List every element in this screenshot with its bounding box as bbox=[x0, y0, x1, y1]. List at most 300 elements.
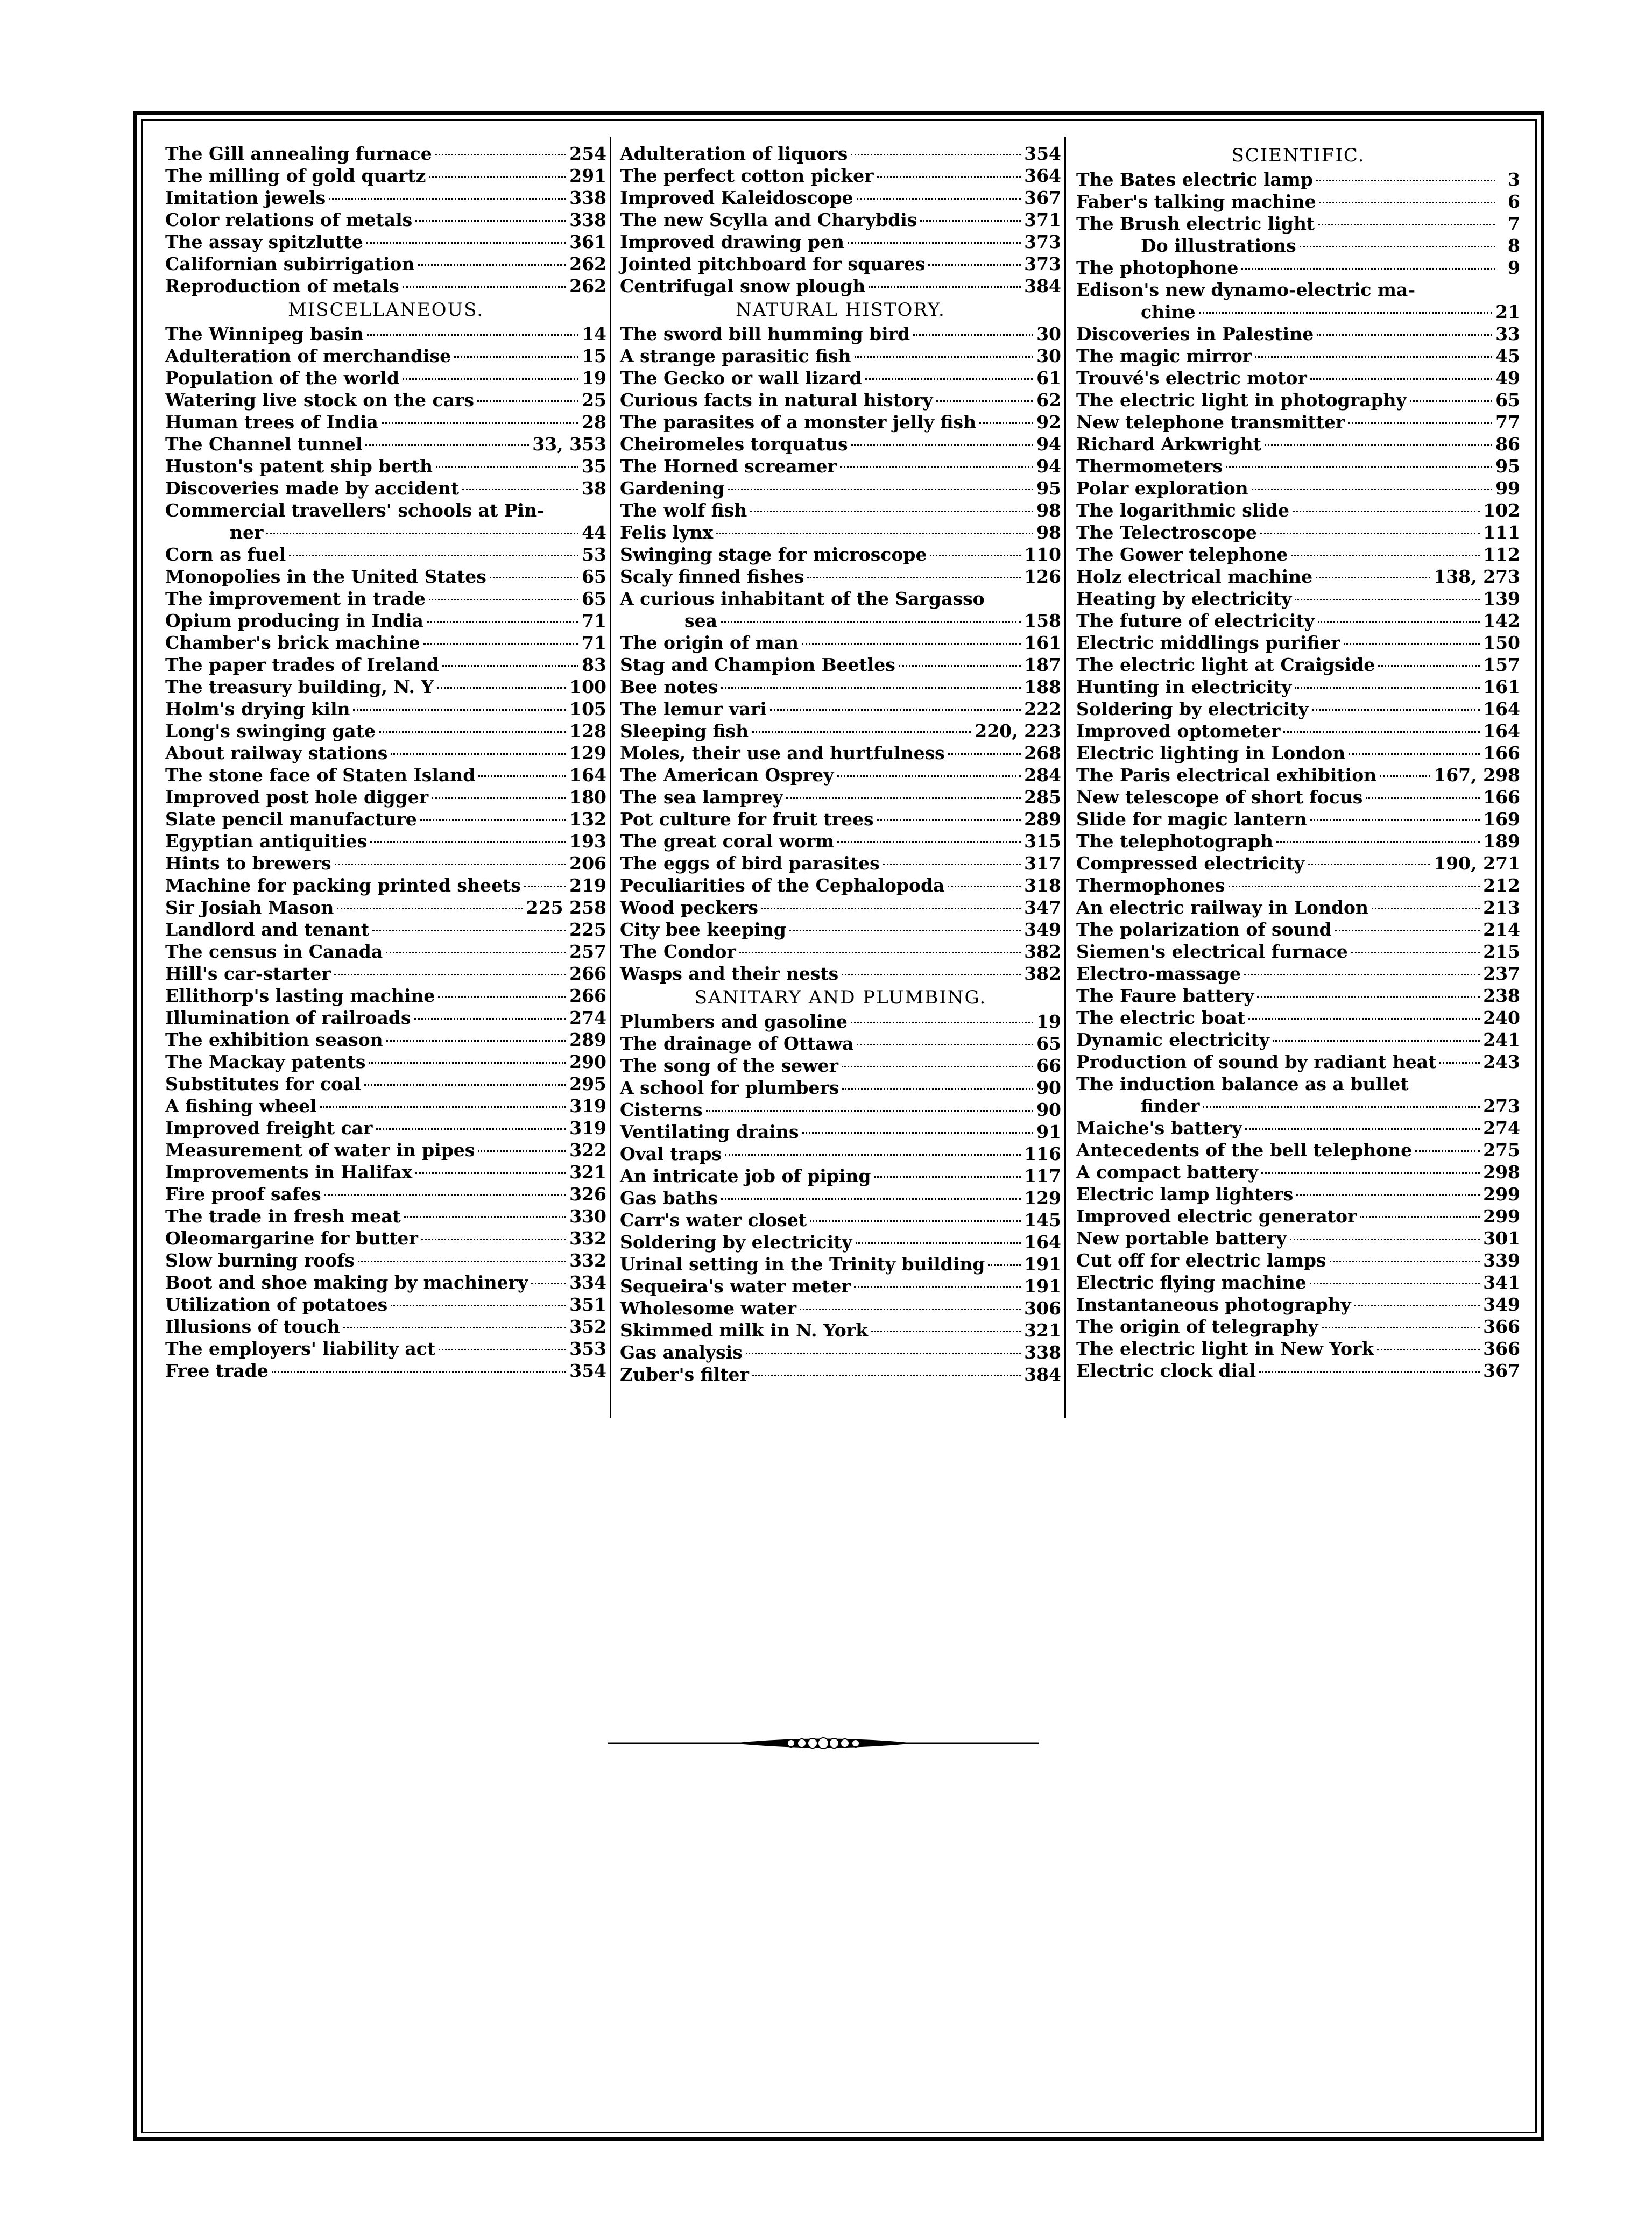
dot-leader bbox=[1261, 1172, 1480, 1174]
entry-page-number: 164 bbox=[1024, 1232, 1061, 1253]
index-entry bbox=[620, 698, 1061, 720]
entry-page-number: 187 bbox=[1024, 654, 1061, 675]
dot-leader bbox=[382, 422, 578, 424]
entry-page-number: 284 bbox=[1024, 765, 1061, 786]
dot-leader bbox=[1316, 180, 1495, 181]
entry-title: Monopolies in the United States bbox=[165, 566, 486, 587]
entry-title: Antecedents of the bell telephone bbox=[1076, 1140, 1413, 1161]
entry-page-number: 262 bbox=[569, 275, 606, 296]
entry-page-number: 222 bbox=[1024, 698, 1061, 719]
entry-page-number: 315 bbox=[1024, 831, 1061, 852]
index-entry bbox=[620, 455, 1061, 477]
entry-page-number: 321 bbox=[1024, 1320, 1061, 1341]
dot-leader bbox=[728, 489, 1033, 490]
entry-page-number: 110 bbox=[1024, 544, 1061, 565]
index-entry bbox=[165, 1338, 606, 1360]
entry-title: Scaly finned fishes bbox=[620, 566, 804, 587]
entry-page-number: 291 bbox=[569, 165, 606, 186]
entry-page-number: 100 bbox=[569, 676, 606, 697]
entry-title: Skimmed milk in N. York bbox=[620, 1320, 868, 1341]
dot-leader bbox=[1295, 687, 1480, 689]
index-entry bbox=[620, 1143, 1061, 1165]
dot-leader bbox=[454, 356, 578, 358]
index-entry bbox=[1076, 1271, 1520, 1293]
dot-leader bbox=[800, 1309, 1021, 1310]
index-entry bbox=[165, 985, 606, 1007]
entry-title: The improvement in trade bbox=[165, 588, 426, 609]
entry-page-number: 98 bbox=[1036, 500, 1061, 521]
entry-title: Richard Arkwright bbox=[1076, 434, 1261, 455]
entry-title: Cut off for electric lamps bbox=[1076, 1250, 1326, 1271]
index-entry bbox=[1076, 654, 1520, 676]
entry-title: Thermometers bbox=[1076, 456, 1223, 477]
dot-leader bbox=[343, 1327, 566, 1328]
entry-title: Urinal setting in the Trinity building bbox=[620, 1254, 985, 1275]
entry-title: The electric light in New York bbox=[1076, 1338, 1374, 1359]
entry-title: Gas baths bbox=[620, 1187, 718, 1208]
index-entry bbox=[620, 1187, 1061, 1209]
entry-title: Boot and shoe making by machinery bbox=[165, 1272, 528, 1293]
entry-page-number: 180 bbox=[569, 787, 606, 808]
index-entry bbox=[165, 1095, 606, 1117]
entry-page-number: 214 bbox=[1483, 919, 1520, 940]
entry-title: Zuber's filter bbox=[620, 1364, 749, 1385]
entry-page-number: 8 bbox=[1508, 235, 1520, 256]
dot-leader bbox=[721, 1198, 1021, 1200]
entry-page-number: 138, 273 bbox=[1434, 566, 1520, 587]
index-entry bbox=[1076, 1183, 1520, 1205]
index-entry bbox=[1076, 323, 1520, 345]
entry-page-number: 142 bbox=[1483, 610, 1520, 631]
entry-title: Discoveries made by accident bbox=[165, 478, 459, 499]
entry-page-number: 6 bbox=[1508, 191, 1520, 212]
entry-title: Holm's drying kiln bbox=[165, 698, 350, 719]
index-entry bbox=[620, 1209, 1061, 1231]
dot-leader bbox=[1260, 533, 1480, 534]
entry-title: The eggs of bird parasites bbox=[620, 853, 880, 874]
entry-page-number: 99 bbox=[1495, 478, 1520, 499]
dot-leader bbox=[1291, 555, 1480, 556]
entry-title: Edison's new dynamo-electric ma- bbox=[1076, 279, 1416, 300]
index-entry bbox=[165, 1051, 606, 1073]
entry-title: The photophone bbox=[1076, 257, 1239, 278]
entry-page-number: 62 bbox=[1036, 390, 1061, 411]
index-entry bbox=[620, 1297, 1061, 1319]
entry-title: The Bates electric lamp bbox=[1076, 169, 1313, 190]
section-heading-scientific: SCIENTIFIC. bbox=[1231, 145, 1365, 166]
entry-title: Ellithorp's lasting machine bbox=[165, 985, 435, 1006]
entry-title: The polarization of sound bbox=[1076, 919, 1332, 940]
index-entry bbox=[1076, 279, 1520, 301]
entry-title: The electric light at Craigside bbox=[1076, 654, 1375, 675]
index-entry bbox=[165, 433, 606, 455]
entry-page-number: 275 bbox=[1483, 1140, 1520, 1161]
entry-title: The Horned screamer bbox=[620, 456, 837, 477]
entry-page-number: 169 bbox=[1483, 809, 1520, 830]
dot-leader bbox=[372, 930, 566, 931]
entry-title: The induction balance as a bullet bbox=[1076, 1073, 1409, 1094]
dot-leader bbox=[462, 489, 578, 490]
entry-page-number: 71 bbox=[582, 632, 606, 653]
dot-leader bbox=[437, 687, 566, 689]
entry-page-number: 161 bbox=[1024, 632, 1061, 653]
index-entry bbox=[165, 1227, 606, 1249]
entry-title: Huston's patent ship berth bbox=[165, 456, 433, 477]
dot-leader bbox=[1410, 400, 1492, 402]
index-entry bbox=[165, 632, 606, 654]
index-entry bbox=[165, 275, 606, 297]
entry-page-number: 19 bbox=[582, 367, 606, 388]
entry-page-number: 382 bbox=[1024, 963, 1061, 984]
entry-title: The Gecko or wall lizard bbox=[620, 367, 862, 388]
dot-leader bbox=[725, 1154, 1021, 1156]
section-heading-miscellaneous: MISCELLANEOUS. bbox=[287, 299, 484, 321]
entry-page-number: 367 bbox=[1483, 1360, 1520, 1381]
entry-page-number: 45 bbox=[1495, 345, 1520, 366]
dot-leader bbox=[353, 709, 566, 711]
entry-title: The treasury building, N. Y bbox=[165, 676, 434, 697]
entry-page-number: 102 bbox=[1483, 500, 1520, 521]
entry-title: Compressed electricity bbox=[1076, 853, 1305, 874]
entry-page-number: 190, 271 bbox=[1434, 853, 1520, 874]
index-entry bbox=[620, 165, 1061, 187]
entry-page-number: 373 bbox=[1024, 253, 1061, 274]
index-entry bbox=[1076, 1360, 1520, 1382]
index-column-c bbox=[1076, 143, 1520, 1382]
entry-page-number: 35 bbox=[582, 456, 606, 477]
dot-leader bbox=[421, 1239, 566, 1240]
entry-title: The logarithmic slide bbox=[1076, 500, 1289, 521]
entry-page-number: 91 bbox=[1036, 1121, 1061, 1142]
entry-title: The great coral worm bbox=[620, 831, 835, 852]
entry-title: The assay spitzlutte bbox=[165, 231, 363, 252]
entry-page-number: 215 bbox=[1483, 941, 1520, 962]
entry-page-number: 129 bbox=[1024, 1187, 1061, 1208]
entry-title: chine bbox=[1141, 301, 1196, 322]
entry-page-number: 7 bbox=[1508, 213, 1520, 234]
index-entry bbox=[620, 209, 1061, 231]
entry-title: Improvements in Halifax bbox=[165, 1162, 413, 1183]
dot-leader bbox=[1330, 1261, 1480, 1262]
entry-title: The Mackay patents bbox=[165, 1051, 366, 1072]
entry-title: New portable battery bbox=[1076, 1228, 1287, 1249]
entry-page-number: 65 bbox=[1036, 1033, 1061, 1054]
index-entry bbox=[620, 477, 1061, 499]
column-divider bbox=[610, 137, 611, 1418]
index-entry bbox=[620, 1253, 1061, 1275]
dot-leader bbox=[913, 334, 1033, 336]
entry-title: The Gill annealing furnace bbox=[165, 143, 432, 164]
dot-leader bbox=[848, 242, 1021, 244]
entry-page-number: 95 bbox=[1495, 456, 1520, 477]
dot-leader bbox=[478, 1150, 566, 1152]
index-entry bbox=[620, 1055, 1061, 1077]
entry-title: Improved post hole digger bbox=[165, 787, 429, 808]
entry-page-number: 112 bbox=[1483, 544, 1520, 565]
dot-leader bbox=[1439, 1062, 1480, 1064]
dot-leader bbox=[1335, 930, 1480, 931]
index-entry bbox=[1076, 1117, 1520, 1139]
index-entry bbox=[165, 610, 606, 632]
entry-page-number: 90 bbox=[1036, 1099, 1061, 1120]
entry-title: New telephone transmitter bbox=[1076, 412, 1345, 433]
index-entry bbox=[620, 610, 1061, 632]
index-entry bbox=[1076, 499, 1520, 521]
entry-page-number: 241 bbox=[1483, 1029, 1520, 1050]
dot-leader bbox=[721, 687, 1021, 689]
dot-leader bbox=[376, 1128, 566, 1130]
dot-leader bbox=[531, 1283, 566, 1284]
entry-title: The Winnipeg basin bbox=[165, 323, 364, 344]
entry-page-number: 334 bbox=[569, 1272, 606, 1293]
dot-leader bbox=[1377, 1349, 1480, 1350]
dot-leader bbox=[442, 665, 578, 667]
index-entry bbox=[1076, 808, 1520, 830]
dot-leader bbox=[807, 577, 1021, 578]
dot-leader bbox=[1296, 1194, 1480, 1196]
dot-leader bbox=[930, 555, 1021, 556]
entry-title: The new Scylla and Charybdis bbox=[620, 209, 917, 230]
entry-page-number: 347 bbox=[1024, 897, 1061, 918]
entry-title: The future of electricity bbox=[1076, 610, 1315, 631]
entry-page-number: 298 bbox=[1483, 1162, 1520, 1183]
index-entry bbox=[620, 1341, 1061, 1363]
entry-page-number: 166 bbox=[1483, 742, 1520, 763]
entry-title: Swinging stage for microscope bbox=[620, 544, 927, 565]
entry-title: The employers' liability act bbox=[165, 1338, 436, 1359]
index-entry bbox=[1076, 874, 1520, 896]
entry-page-number: 33, 353 bbox=[532, 434, 606, 455]
entry-title: Adulteration of liquors bbox=[620, 143, 848, 164]
dot-leader bbox=[337, 908, 523, 909]
entry-page-number: 77 bbox=[1495, 412, 1520, 433]
index-entry bbox=[1076, 1051, 1520, 1073]
dot-leader bbox=[948, 753, 1021, 755]
entry-title: The lemur vari bbox=[620, 698, 767, 719]
column-divider bbox=[1064, 137, 1066, 1418]
entry-title: Opium producing in India bbox=[165, 610, 423, 631]
dot-leader bbox=[1276, 841, 1480, 843]
dot-leader bbox=[415, 1172, 566, 1174]
entry-page-number: 49 bbox=[1495, 367, 1520, 388]
index-entry bbox=[1076, 985, 1520, 1007]
entry-page-number: 9 bbox=[1508, 257, 1520, 278]
dot-leader bbox=[414, 1018, 567, 1020]
entry-title: Utilization of potatoes bbox=[165, 1294, 388, 1315]
entry-page-number: 384 bbox=[1024, 275, 1061, 296]
entry-page-number: 366 bbox=[1483, 1316, 1520, 1337]
entry-page-number: 191 bbox=[1024, 1276, 1061, 1297]
entry-page-number: 254 bbox=[569, 143, 606, 164]
index-entry bbox=[165, 786, 606, 808]
entry-page-number: 367 bbox=[1024, 187, 1061, 208]
dot-leader bbox=[420, 819, 566, 821]
dot-leader bbox=[874, 1176, 1021, 1178]
entry-title: Free trade bbox=[165, 1360, 269, 1381]
entry-title: Wholesome water bbox=[620, 1298, 797, 1319]
dot-leader bbox=[1308, 864, 1430, 865]
dot-leader bbox=[365, 444, 529, 446]
index-entry bbox=[165, 1007, 606, 1029]
decorative-rule-ornament bbox=[608, 1735, 1039, 1751]
entry-page-number: 166 bbox=[1483, 787, 1520, 808]
entry-title: Discoveries in Palestine bbox=[1076, 323, 1314, 344]
dot-leader bbox=[1199, 312, 1492, 314]
dot-leader bbox=[429, 599, 578, 600]
index-entry bbox=[620, 632, 1061, 654]
entry-title: Wasps and their nests bbox=[620, 963, 839, 984]
dot-leader bbox=[391, 1305, 566, 1306]
entry-page-number: 332 bbox=[569, 1250, 606, 1271]
dot-leader bbox=[842, 974, 1021, 975]
index-entry bbox=[165, 367, 606, 389]
dot-leader bbox=[438, 996, 566, 998]
index-entry bbox=[1076, 852, 1520, 874]
entry-page-number: 44 bbox=[582, 522, 606, 543]
index-entry bbox=[620, 231, 1061, 253]
entry-page-number: 326 bbox=[569, 1184, 606, 1205]
entry-page-number: 338 bbox=[569, 187, 606, 208]
entry-title: Hints to brewers bbox=[165, 853, 331, 874]
entry-title: Sir Josiah Mason bbox=[165, 897, 334, 918]
entry-title: Slate pencil manufacture bbox=[165, 809, 417, 830]
index-entry bbox=[165, 1139, 606, 1161]
index-entry bbox=[165, 940, 606, 963]
index-entry bbox=[1076, 698, 1520, 720]
entry-page-number: 220, 223 bbox=[975, 720, 1061, 741]
index-entry bbox=[165, 345, 606, 367]
dot-leader bbox=[899, 665, 1021, 667]
entry-title: The American Osprey bbox=[620, 765, 834, 786]
dot-leader bbox=[418, 264, 566, 266]
index-entry bbox=[620, 852, 1061, 874]
entry-page-number: 94 bbox=[1036, 434, 1061, 455]
index-entry bbox=[620, 874, 1061, 896]
entry-page-number: 299 bbox=[1483, 1206, 1520, 1227]
entry-title: New telescope of short focus bbox=[1076, 787, 1363, 808]
dot-leader bbox=[979, 422, 1033, 424]
entry-page-number: 212 bbox=[1483, 875, 1520, 896]
entry-title: Hill's car-starter bbox=[165, 963, 331, 984]
dot-leader bbox=[427, 621, 578, 623]
dot-leader bbox=[436, 466, 578, 468]
dot-leader bbox=[854, 1286, 1021, 1288]
entry-page-number: 319 bbox=[569, 1095, 606, 1116]
entry-page-number: 83 bbox=[582, 654, 606, 675]
index-entry bbox=[620, 1121, 1061, 1143]
entry-title: Sequeira's water meter bbox=[620, 1276, 851, 1297]
dot-leader bbox=[857, 198, 1021, 200]
index-entry bbox=[165, 1161, 606, 1183]
dot-leader bbox=[1322, 1327, 1480, 1328]
entry-page-number: 384 bbox=[1024, 1364, 1061, 1385]
index-entry bbox=[620, 367, 1061, 389]
dot-leader bbox=[423, 643, 579, 645]
entry-page-number: 111 bbox=[1483, 522, 1520, 543]
index-entry bbox=[165, 720, 606, 742]
index-entry bbox=[1076, 389, 1520, 411]
index-entry bbox=[620, 499, 1061, 521]
index-entry bbox=[1076, 764, 1520, 786]
dot-leader bbox=[786, 797, 1021, 799]
entry-title: Peculiarities of the Cephalopoda bbox=[620, 875, 945, 896]
dot-leader bbox=[1310, 378, 1492, 380]
entry-title: Felis lynx bbox=[620, 522, 714, 543]
entry-title: Slow burning roofs bbox=[165, 1250, 355, 1271]
entry-title: Jointed pitchboard for squares bbox=[620, 253, 926, 274]
index-entry bbox=[620, 676, 1061, 698]
dot-leader bbox=[1295, 599, 1480, 600]
entry-title: The sea lamprey bbox=[620, 787, 783, 808]
entry-page-number: 213 bbox=[1483, 897, 1520, 918]
entry-title: The wolf fish bbox=[620, 500, 747, 521]
dot-leader bbox=[789, 930, 1021, 931]
index-entry bbox=[1076, 411, 1520, 433]
index-entry bbox=[165, 209, 606, 231]
index-entry bbox=[165, 565, 606, 588]
dot-leader bbox=[857, 1044, 1033, 1045]
index-entry bbox=[1076, 676, 1520, 698]
entry-title: Oval traps bbox=[620, 1143, 722, 1164]
entry-page-number: 90 bbox=[1036, 1077, 1061, 1098]
entry-title: Curious facts in natural history bbox=[620, 390, 933, 411]
entry-title: Instantaneous photography bbox=[1076, 1294, 1351, 1315]
entry-title: Color relations of metals bbox=[165, 209, 413, 230]
index-entry bbox=[1076, 896, 1520, 918]
index-entry bbox=[1076, 610, 1520, 632]
dot-leader bbox=[936, 400, 1033, 402]
entry-page-number: 3 bbox=[1508, 169, 1520, 190]
entry-page-number: 206 bbox=[569, 853, 606, 874]
entry-title: Do illustrations bbox=[1141, 235, 1296, 256]
dot-leader bbox=[1318, 621, 1480, 623]
entry-page-number: 66 bbox=[1036, 1055, 1061, 1076]
entry-title: Improved electric generator bbox=[1076, 1206, 1357, 1227]
index-entry bbox=[1076, 190, 1520, 213]
dot-leader bbox=[1317, 334, 1492, 336]
dot-leader bbox=[770, 709, 1021, 711]
entry-page-number: 188 bbox=[1024, 676, 1061, 697]
dot-leader bbox=[1300, 246, 1495, 247]
entry-title: The Channel tunnel bbox=[165, 434, 363, 455]
dot-leader bbox=[1349, 753, 1480, 755]
entry-title: Cisterns bbox=[620, 1099, 703, 1120]
dot-leader bbox=[1415, 1150, 1480, 1152]
entry-title: An intricate job of piping bbox=[620, 1165, 871, 1186]
entry-title: Watering live stock on the cars bbox=[165, 390, 474, 411]
index-entry bbox=[165, 1183, 606, 1205]
entry-page-number: 373 bbox=[1024, 231, 1061, 252]
dot-leader bbox=[1290, 1239, 1480, 1240]
entry-page-number: 289 bbox=[569, 1029, 606, 1050]
entry-title: Soldering by electricity bbox=[620, 1232, 852, 1253]
entry-title: Illumination of railroads bbox=[165, 1007, 411, 1028]
index-entry bbox=[620, 253, 1061, 275]
entry-title: The census in Canada bbox=[165, 941, 383, 962]
dot-leader bbox=[1283, 731, 1480, 733]
entry-list bbox=[620, 323, 1061, 985]
entry-page-number: 53 bbox=[582, 544, 606, 565]
index-entry bbox=[620, 764, 1061, 786]
entry-list bbox=[165, 143, 606, 297]
entry-page-number: 290 bbox=[569, 1051, 606, 1072]
index-entry bbox=[620, 543, 1061, 565]
dot-leader bbox=[1351, 952, 1480, 953]
entry-page-number: 164 bbox=[569, 765, 606, 786]
entry-title: Heating by electricity bbox=[1076, 588, 1292, 609]
entry-title: The paper trades of Ireland bbox=[165, 654, 440, 675]
entry-page-number: 30 bbox=[1036, 345, 1061, 366]
